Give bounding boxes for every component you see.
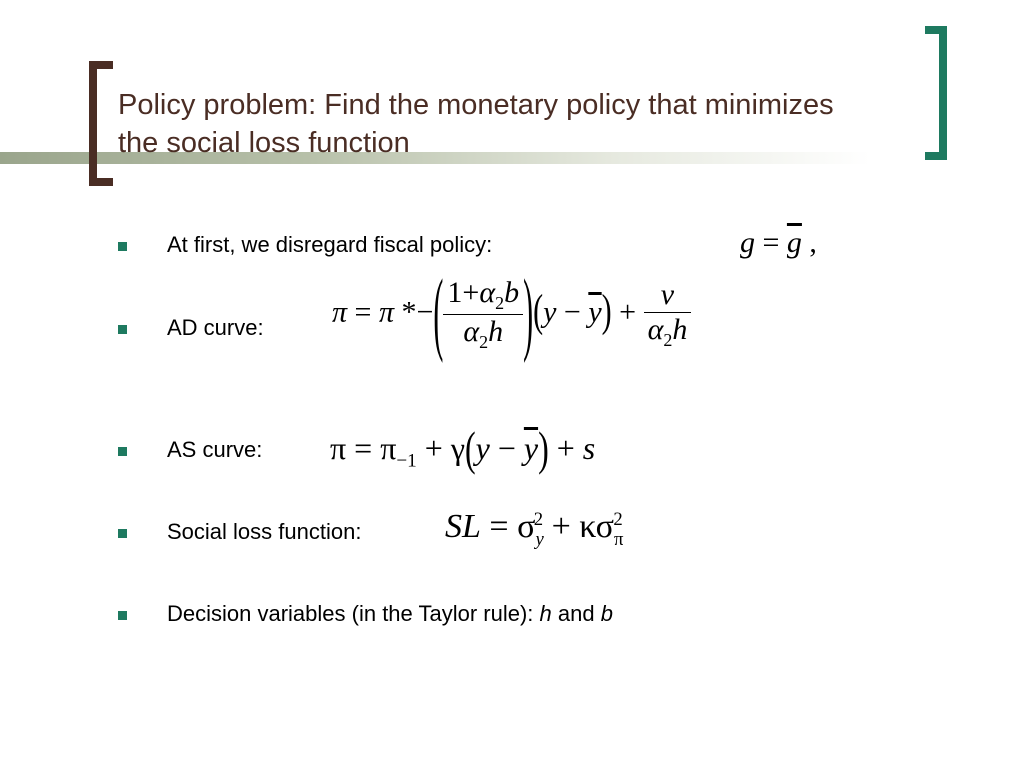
decision-var-h: h bbox=[539, 601, 552, 626]
bullet-marker bbox=[118, 325, 127, 334]
decision-var-b: b bbox=[600, 601, 613, 626]
slide-title: Policy problem: Find the monetary policy that minimizes the social loss function bbox=[118, 89, 834, 159]
decision-and: and bbox=[551, 601, 601, 626]
bullet-marker bbox=[118, 242, 127, 251]
bullet-social-loss: Social loss function: bbox=[167, 519, 362, 544]
right-bracket-decoration bbox=[925, 26, 947, 160]
equation-ad-curve: π = π *−( $\frac{1+\alpha_2b}{\alpha_2h}$ )$(y - \overline{y})$ + $\frac{v}{\alpha_2h}$ bbox=[332, 276, 691, 353]
bullet-marker bbox=[118, 611, 127, 620]
equation-fiscal: $g = \overline{g}$ , bbox=[740, 226, 817, 259]
left-bracket-decoration bbox=[89, 61, 113, 186]
decision-text: Decision variables (in the Taylor rule): bbox=[167, 601, 540, 626]
bullet-marker bbox=[118, 529, 127, 538]
bullet-ad-curve: AD curve: bbox=[167, 315, 264, 340]
ad-fraction-2: $\frac{v}{\alpha_2h}$ bbox=[644, 278, 692, 351]
bullet-decision-variables bbox=[167, 601, 613, 627]
bullet-as-curve: AS curve: bbox=[167, 437, 263, 462]
bullet-marker bbox=[118, 447, 127, 456]
ad-fraction-1: $\frac{1+\alpha_2b}{\alpha_2h}$ bbox=[443, 276, 523, 353]
equation-social-loss: SL = $\sigma_y^2 + \kappa\sigma_\pi^2$ bbox=[445, 508, 624, 550]
equation-as-curve: $\pi = \pi_{-1} + \gamma(y - \overline{y}) + s$ bbox=[330, 420, 596, 475]
bullet-fiscal-policy: At first, we disregard fiscal policy: bbox=[167, 232, 493, 257]
